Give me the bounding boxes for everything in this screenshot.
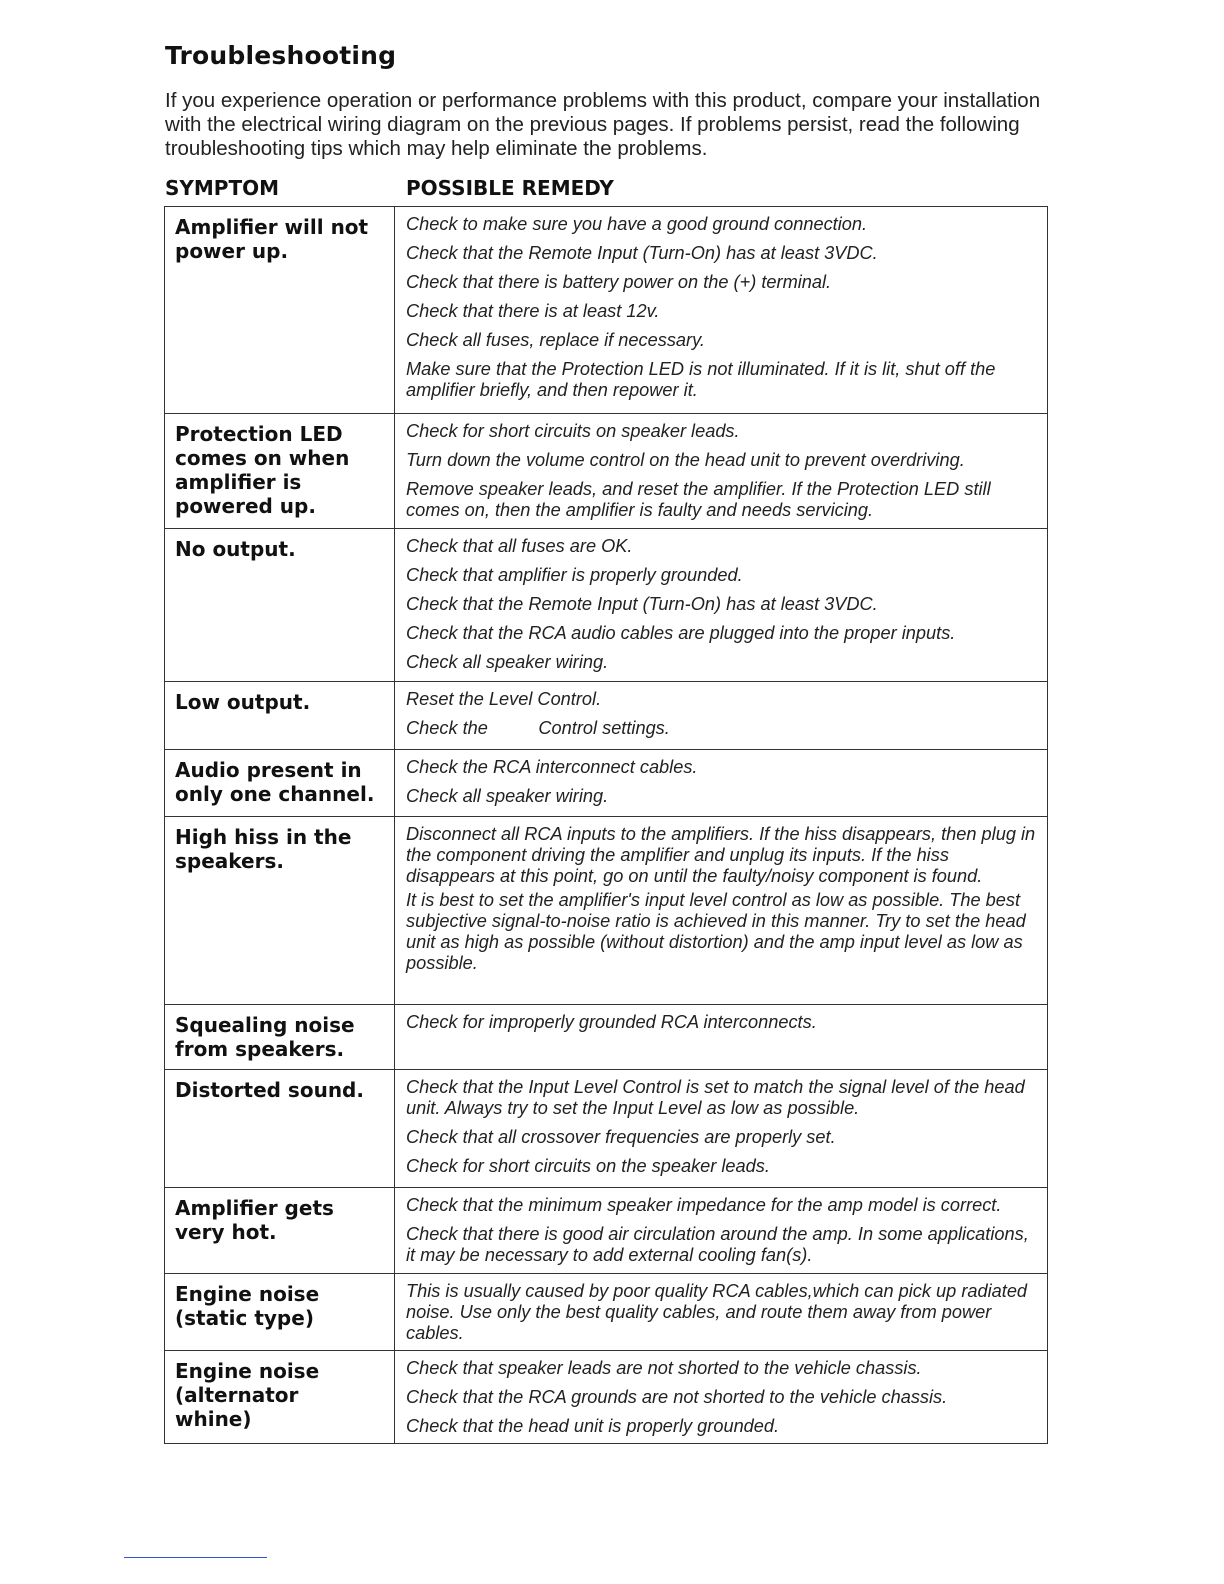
symptom-cell [165,414,395,529]
table-row [165,682,1048,750]
page-title: Troubleshooting [165,41,397,70]
remedy-item: Check that amplifier is properly grounded. [406,565,743,585]
remedy-item: Check that there is battery power on the (+) terminal. [406,272,832,292]
table-row [165,1188,1048,1274]
symptom-cell [165,750,395,817]
symptom-cell [165,1005,395,1070]
remedy-cell [395,1070,1048,1188]
remedy-item: Disconnect all RCA inputs to the amplifiers. If the hiss disappears, then plug in the component driving the amplifier and unplug its inputs. If the hiss disappears at this point, go on until the faulty/noisy component is found. [406,824,1036,886]
remedy-item: Check for improperly grounded RCA interconnects. [406,1012,817,1032]
symptom-text: Engine noise (alternator whine) [175,1359,320,1431]
remedy-item: Check for short circuits on the speaker leads. [406,1156,770,1176]
remedy-item: Check that the Input Level Control is set to match the signal level of the head unit. Always try to set the Input Level as low as possible. [406,1077,1025,1118]
remedy-item: Turn down the volume control on the head unit to prevent overdriving. [406,450,965,470]
symptom-text: Protection LED comes on when amplifier is powered up. [175,422,350,518]
remedy-cell [395,529,1048,682]
table-row [165,207,1048,414]
symptom-text: Amplifier will not power up. [175,215,369,263]
table-row [165,1070,1048,1188]
remedy-item: Check that the RCA grounds are not shorted to the vehicle chassis. [406,1387,948,1407]
remedy-cell [395,207,1048,414]
remedy-cell [395,817,1048,1005]
remedy-item: Check the Control settings. [406,718,670,738]
remedy-item: Check that all crossover frequencies are properly set. [406,1127,836,1147]
remedy-item: Check that there is good air circulation around the amp. In some applications, it may be necessary to add external cooling fan(s). [406,1224,1029,1265]
remedy-cell [395,682,1048,750]
remedy-item: It is best to set the amplifier's input level control as low as possible. The best subjective signal-to-noise ratio is achieved in this manner. Try to set the head unit as high as possible (without distortion) and the amp input level as low as possible. [406,890,1026,973]
symptom-cell [165,207,395,414]
table-row [165,1351,1048,1444]
table-row [165,529,1048,682]
symptom-cell [165,817,395,1005]
remedy-item: Make sure that the Protection LED is not illuminated. If it is lit, shut off the amplifier briefly, and then repower it. [406,359,996,400]
symptom-text: Amplifier gets very hot. [175,1196,334,1244]
symptom-cell [165,1274,395,1351]
table-row [165,1005,1048,1070]
intro-paragraph: If you experience operation or performance problems with this product, compare your installation with the electrical wiring diagram on the previous pages. If problems persist, read the following troubleshooting tips which may help eliminate the problems. [165,89,1041,160]
remedy-item: Check all speaker wiring. [406,652,609,672]
remedy-item: Check to make sure you have a good ground connection. [406,214,868,234]
remedy-cell [395,1351,1048,1444]
remedy-column-header: POSSIBLE REMEDY [406,176,614,200]
symptom-cell [165,682,395,750]
remedy-item: Check the RCA interconnect cables. [406,757,698,777]
remedy-item: Check that the minimum speaker impedance for the amp model is correct. [406,1195,1002,1215]
remedy-item: Check that all fuses are OK. [406,536,633,556]
troubleshooting-table [164,206,1048,1444]
remedy-item: Remove speaker leads, and reset the amplifier. If the Protection LED still comes on, then the amplifier is faulty and needs servicing. [406,479,991,520]
remedy-cell [395,750,1048,817]
symptom-text: No output. [175,537,296,561]
table-row [165,817,1048,1005]
remedy-item: Check all fuses, replace if necessary. [406,330,705,350]
symptom-cell [165,529,395,682]
remedy-item: Reset the Level Control. [406,689,602,709]
footer-rule [124,1557,267,1558]
remedy-item: Check that the Remote Input (Turn-On) has at least 3VDC. [406,594,878,614]
remedy-cell [395,1188,1048,1274]
remedy-item: Check for short circuits on speaker leads. [406,421,740,441]
remedy-cell [395,1274,1048,1351]
remedy-item: This is usually caused by poor quality RCA cables,which can pick up radiated noise. Use only the best quality cables, and route them away from power cables. [406,1281,1028,1343]
remedy-item: Check that the head unit is properly grounded. [406,1416,780,1436]
remedy-item: Check that there is at least 12v. [406,301,660,321]
symptom-text: Squealing noise from speakers. [175,1013,355,1061]
symptom-text: Low output. [175,690,311,714]
symptom-cell [165,1351,395,1444]
symptom-text: Audio present in only one channel. [175,758,375,806]
symptom-cell [165,1070,395,1188]
remedy-cell [395,414,1048,529]
table-row [165,414,1048,529]
remedy-item: Check that speaker leads are not shorted to the vehicle chassis. [406,1358,922,1378]
symptom-column-header: SYMPTOM [165,176,279,200]
symptom-text: High hiss in the speakers. [175,825,352,873]
remedy-cell [395,1005,1048,1070]
symptom-text: Engine noise (static type) [175,1282,320,1330]
remedy-item: Check all speaker wiring. [406,786,609,806]
symptom-text: Distorted sound. [175,1078,364,1102]
table-row [165,750,1048,817]
symptom-cell [165,1188,395,1274]
remedy-item: Check that the RCA audio cables are plugged into the proper inputs. [406,623,956,643]
table-row [165,1274,1048,1351]
remedy-item: Check that the Remote Input (Turn-On) has at least 3VDC. [406,243,878,263]
